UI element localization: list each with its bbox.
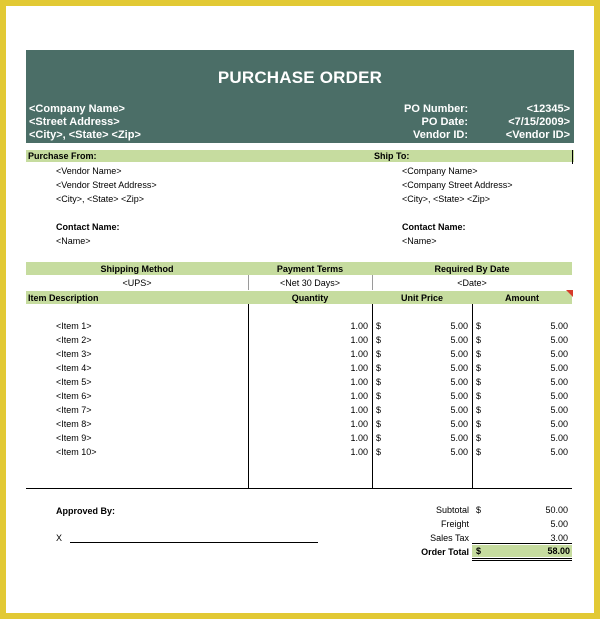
vendor-contact-label: Contact Name: <box>56 222 120 232</box>
amount-currency: $ <box>476 433 482 443</box>
required-by-date-header: Required By Date <box>434 264 510 274</box>
quantity-column-line <box>248 304 249 488</box>
company-street: <Street Address> <box>29 116 120 128</box>
amount-column-line <box>472 304 473 488</box>
payment-terms-value: <Net 30 Days> <box>279 278 341 288</box>
item-unit-price: 5.00 <box>450 419 468 429</box>
po-number-value: <12345> <box>526 103 570 115</box>
item-description: <Item 4> <box>56 363 92 373</box>
unit-price-currency: $ <box>376 391 382 401</box>
shipping-method-header: Shipping Method <box>100 264 174 274</box>
shipping-divider-1 <box>248 275 249 290</box>
ship-to-contact-name: <Name> <box>402 236 437 246</box>
required-by-date-value: <Date> <box>457 278 487 288</box>
item-amount: 5.00 <box>550 433 568 443</box>
item-description: <Item 10> <box>56 447 97 457</box>
unit-price-currency: $ <box>376 447 382 457</box>
approval-x-mark: X <box>56 533 63 543</box>
ship-to-company-street: <Company Street Address> <box>402 180 513 190</box>
item-description: <Item 2> <box>56 335 92 345</box>
item-quantity: 1.00 <box>350 419 368 429</box>
amount-currency: $ <box>476 321 482 331</box>
item-unit-price: 5.00 <box>450 405 468 415</box>
vendor-name: <Vendor Name> <box>56 166 122 176</box>
item-unit-price: 5.00 <box>450 335 468 345</box>
item-description: <Item 3> <box>56 349 92 359</box>
order-total-value: 58.00 <box>547 546 570 556</box>
item-quantity: 1.00 <box>350 405 368 415</box>
amount-currency: $ <box>476 391 482 401</box>
subtotal-value: 50.00 <box>545 505 568 515</box>
item-amount: 5.00 <box>550 349 568 359</box>
item-amount: 5.00 <box>550 447 568 457</box>
item-quantity: 1.00 <box>350 363 368 373</box>
item-amount: 5.00 <box>550 377 568 387</box>
po-date-label: PO Date: <box>421 116 468 128</box>
purchase-order-sheet <box>6 6 594 613</box>
vendor-city-state-zip: <City>, <State> <Zip> <box>56 194 145 204</box>
header-banner <box>26 50 574 143</box>
item-unit-price: 5.00 <box>450 391 468 401</box>
approval-signature-line[interactable] <box>70 542 318 543</box>
amount-currency: $ <box>476 363 482 373</box>
unit-price-currency: $ <box>376 335 382 345</box>
order-total-underline-1 <box>472 558 572 559</box>
shipping-method-value: <UPS> <box>122 278 152 288</box>
freight-value: 5.00 <box>550 519 568 529</box>
company-name: <Company Name> <box>29 103 125 115</box>
sales-tax-label: Sales Tax <box>430 533 469 543</box>
item-amount: 5.00 <box>550 363 568 373</box>
item-quantity: 1.00 <box>350 349 368 359</box>
order-total-underline-2 <box>472 560 572 561</box>
item-description: <Item 9> <box>56 433 92 443</box>
unit-price-currency: $ <box>376 433 382 443</box>
order-total-cell <box>472 545 572 557</box>
ship-to-right-border <box>572 150 573 164</box>
shipping-divider-2 <box>372 275 373 290</box>
approved-by-label: Approved By: <box>56 506 116 516</box>
comment-indicator-icon <box>566 290 573 297</box>
amount-currency: $ <box>476 405 482 415</box>
item-unit-price: 5.00 <box>450 363 468 373</box>
item-unit-price: 5.00 <box>450 321 468 331</box>
amount-header: Amount <box>505 293 539 303</box>
unit-price-currency: $ <box>376 377 382 387</box>
item-quantity: 1.00 <box>350 447 368 457</box>
unit-price-currency: $ <box>376 363 382 373</box>
item-quantity: 1.00 <box>350 335 368 345</box>
item-amount: 5.00 <box>550 405 568 415</box>
unit-price-currency: $ <box>376 321 382 331</box>
address-section-header <box>26 150 574 162</box>
po-number-label: PO Number: <box>404 103 469 115</box>
vendor-id-value: <Vendor ID> <box>505 129 570 141</box>
ship-to-city-state-zip: <City>, <State> <Zip> <box>402 194 491 204</box>
unit-price-currency: $ <box>376 419 382 429</box>
shipping-header-row <box>26 262 572 275</box>
amount-currency: $ <box>476 377 482 387</box>
item-unit-price: 5.00 <box>450 433 468 443</box>
order-total-currency: $ <box>476 546 482 556</box>
freight-label: Freight <box>440 519 469 529</box>
item-quantity: 1.00 <box>350 433 368 443</box>
payment-terms-header: Payment Terms <box>276 264 344 274</box>
item-description-header: Item Description <box>28 293 99 303</box>
purchase-from-label: Purchase From: <box>28 151 97 161</box>
document-title: PURCHASE ORDER <box>217 68 383 87</box>
unit-price-currency: $ <box>376 405 382 415</box>
item-description: <Item 6> <box>56 391 92 401</box>
ship-to-label: Ship To: <box>374 151 410 161</box>
item-amount: 5.00 <box>550 391 568 401</box>
ship-to-contact-label: Contact Name: <box>402 222 466 232</box>
item-quantity: 1.00 <box>350 391 368 401</box>
item-unit-price: 5.00 <box>450 447 468 457</box>
subtotal-label: Subtotal <box>435 505 469 515</box>
amount-currency: $ <box>476 349 482 359</box>
company-city-state-zip: <City>, <State> <Zip> <box>29 129 141 141</box>
item-quantity: 1.00 <box>350 321 368 331</box>
vendor-street: <Vendor Street Address> <box>56 180 157 190</box>
order-total-label: Order Total <box>421 547 469 557</box>
item-description: <Item 1> <box>56 321 92 331</box>
items-header-row <box>26 291 572 304</box>
amount-currency: $ <box>476 447 482 457</box>
item-unit-price: 5.00 <box>450 349 468 359</box>
subtotal-currency: $ <box>476 505 482 515</box>
amount-currency: $ <box>476 419 482 429</box>
quantity-header: Quantity <box>291 293 329 303</box>
sales-tax-value: 3.00 <box>550 533 568 543</box>
items-table-bottom-line <box>26 488 572 489</box>
vendor-id-label: Vendor ID: <box>412 129 468 141</box>
ship-to-company-name: <Company Name> <box>402 166 478 176</box>
item-description: <Item 5> <box>56 377 92 387</box>
unit-price-column-line <box>372 304 373 488</box>
po-date-value: <7/15/2009> <box>508 116 570 128</box>
item-description: <Item 7> <box>56 405 92 415</box>
item-quantity: 1.00 <box>350 377 368 387</box>
item-amount: 5.00 <box>550 321 568 331</box>
vendor-contact-name: <Name> <box>56 236 91 246</box>
item-amount: 5.00 <box>550 335 568 345</box>
unit-price-header: Unit Price <box>400 293 443 303</box>
amount-currency: $ <box>476 335 482 345</box>
unit-price-currency: $ <box>376 349 382 359</box>
item-amount: 5.00 <box>550 419 568 429</box>
item-description: <Item 8> <box>56 419 92 429</box>
totals-rule <box>472 543 572 544</box>
item-unit-price: 5.00 <box>450 377 468 387</box>
